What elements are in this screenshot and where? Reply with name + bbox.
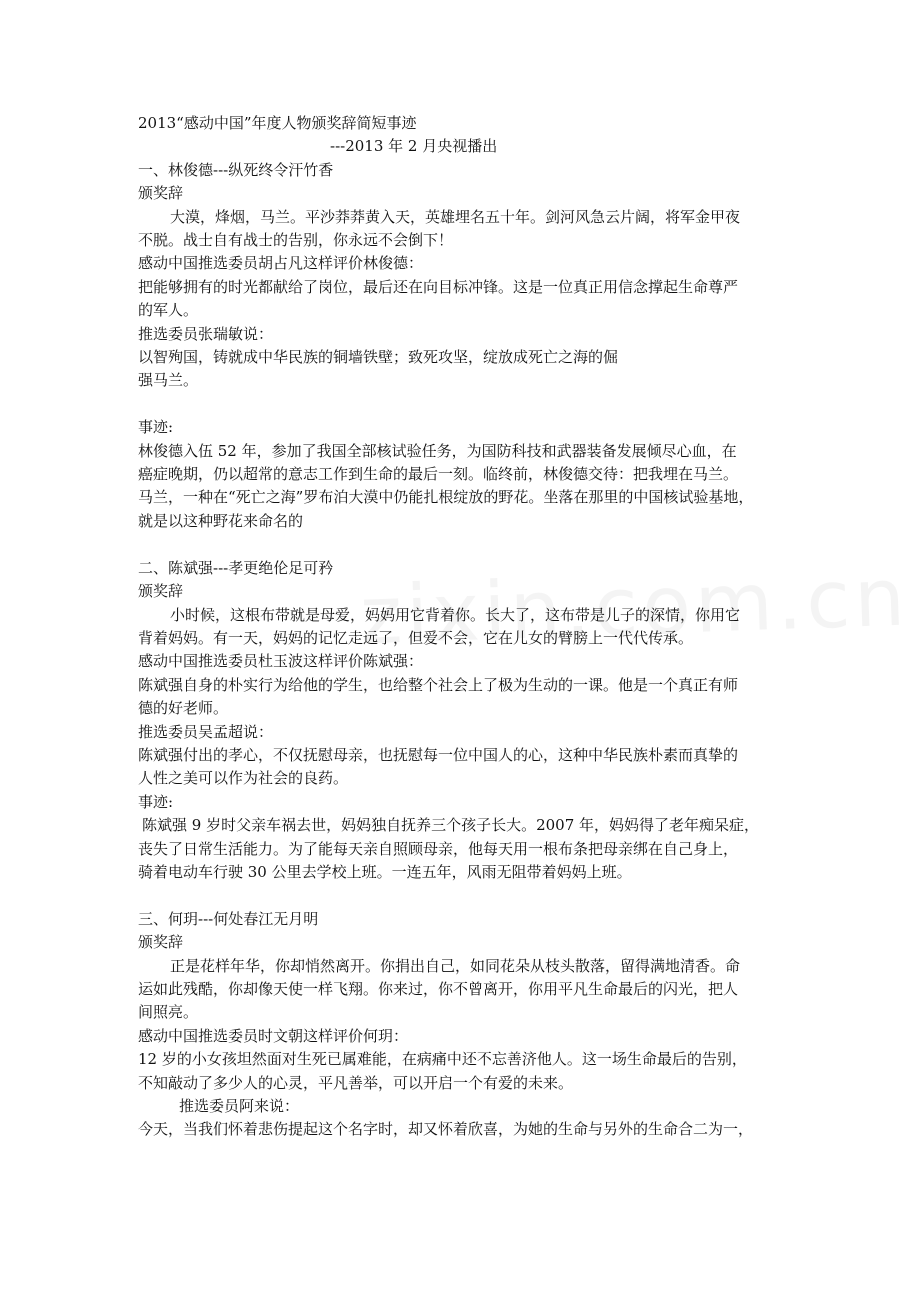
comment-label: 感动中国推选委员胡占凡这样评价林俊德： bbox=[138, 254, 424, 273]
award-text-line: 正是花样年华，你却悄然离开。你捐出自己，如同花朵从枝头散落，留得满地清香。命 bbox=[170, 956, 741, 975]
document-title: 2013“感动中国”年度人物颁奖辞简短事迹 bbox=[138, 114, 417, 132]
award-text-line: 背着妈妈。有一天，妈妈的记忆走远了，但爱不会，它在儿女的臂膀上一代代传承。 bbox=[138, 628, 694, 647]
award-label: 颁奖辞 bbox=[138, 582, 184, 601]
comment-text-line: 强马兰。 bbox=[138, 371, 199, 390]
deeds-label: 事迹: bbox=[138, 792, 174, 811]
comment-text-line: 把能够拥有的时光都献给了岗位，最后还在向目标冲锋。这是一位真正用信念撑起生命尊严 bbox=[138, 277, 739, 296]
comment-text-line: 的军人。 bbox=[138, 301, 199, 320]
deeds-text-line: 丧失了日常生活能力。为了能每天亲自照顾母亲，他每天用一根布条把母亲绑在自己身上， bbox=[138, 839, 739, 858]
blank-line bbox=[138, 533, 788, 556]
comment-label: 推选委员张瑞敏说： bbox=[138, 324, 274, 343]
deeds-text-line: 骑着电动车行驶 30 公里去学校上班。一连五年，风雨无阻带着妈妈上班。 bbox=[138, 862, 632, 881]
blank-line bbox=[138, 393, 788, 416]
deeds-text-line: 马兰，一种在“死亡之海”罗布泊大漠中仍能扎根绽放的野花。坐落在那里的中国核试验基地， bbox=[138, 488, 754, 507]
award-text-line: 间照亮。 bbox=[138, 1003, 199, 1022]
deeds-text-line: 就是以这种野花来命名的 bbox=[138, 511, 304, 530]
document-subtitle: ---2013 年 2 月央视播出 bbox=[330, 137, 498, 156]
comment-label: 推选委员吴孟超说： bbox=[138, 722, 274, 741]
award-text-line: 运如此残酷，你却像天使一样飞翔。你来过，你不曾离开，你用平凡生命最后的闪光，把人 bbox=[138, 979, 739, 998]
comment-text-line: 人性之美可以作为社会的良药。 bbox=[138, 769, 349, 788]
award-text-line: 大漠，烽烟，马兰。平沙莽莽黄入天，英雄埋名五十年。剑河风急云片阔，将军金甲夜 bbox=[170, 207, 741, 226]
comment-label: 推选委员阿来说： bbox=[179, 1097, 300, 1116]
comment-text-line: 今天，当我们怀着悲伤提起这个名字时，却又怀着欣喜，为她的生命与另外的生命合二为一， bbox=[138, 1120, 754, 1139]
comment-label: 感动中国推选委员杜玉波这样评价陈斌强： bbox=[138, 652, 424, 671]
comment-text-line: 陈斌强付出的孝心，不仅抚慰母亲，也抚慰每一位中国人的心，这种中华民族朴素而真挚的 bbox=[138, 745, 739, 764]
deeds-text-line: 陈斌强 9 岁时父亲车祸去世，妈妈独自抚养三个孩子长大。2007 年，妈妈得了老年痴呆症， bbox=[142, 816, 760, 835]
deeds-label: 事迹: bbox=[138, 418, 174, 437]
blank-line bbox=[138, 884, 788, 907]
comment-text-line: 12 岁的小女孩坦然面对生死已属难能，在病痛中还不忘善济他人。这一场生命最后的告别， bbox=[138, 1050, 747, 1069]
award-label: 颁奖辞 bbox=[138, 933, 184, 952]
award-text-line: 不脱。战士自有战士的告别，你永远不会倒下！ bbox=[138, 231, 454, 250]
deeds-text-line: 林俊德入伍 52 年，参加了我国全部核试验任务，为国防科技和武器装备发展倾尽心血，在 bbox=[138, 441, 737, 460]
comment-text-line: 不知敲动了多少人的心灵，平凡善举，可以开启一个有爱的未来。 bbox=[138, 1073, 574, 1092]
comment-text-line: 德的好老师。 bbox=[138, 699, 229, 718]
award-text-line: 小时候，这根布带就是母爱，妈妈用它背着你。长大了，这布带是儿子的深情，你用它 bbox=[170, 605, 741, 624]
section-heading: 二、陈斌强---孝更绝伦足可矜 bbox=[138, 558, 334, 577]
comment-label: 感动中国推选委员时文朝这样评价何玥： bbox=[138, 1026, 409, 1045]
document-page bbox=[138, 112, 788, 1142]
comment-text-line: 陈斌强自身的朴实行为给他的学生，也给整个社会上了极为生动的一课。他是一个真正有师 bbox=[138, 675, 739, 694]
deeds-text-line: 癌症晚期，仍以超常的意志工作到生命的最后一刻。临终前，林俊德交待：把我埋在马兰。 bbox=[138, 465, 739, 484]
section-heading: 三、何玥---何处春江无月明 bbox=[138, 909, 319, 928]
award-label: 颁奖辞 bbox=[138, 184, 184, 203]
section-heading: 一、林俊德---纵死终令汗竹香 bbox=[138, 160, 334, 179]
comment-text-line: 以智殉国，铸就成中华民族的铜墙铁壁；致死攻坚，绽放成死亡之海的倔 bbox=[138, 348, 619, 367]
